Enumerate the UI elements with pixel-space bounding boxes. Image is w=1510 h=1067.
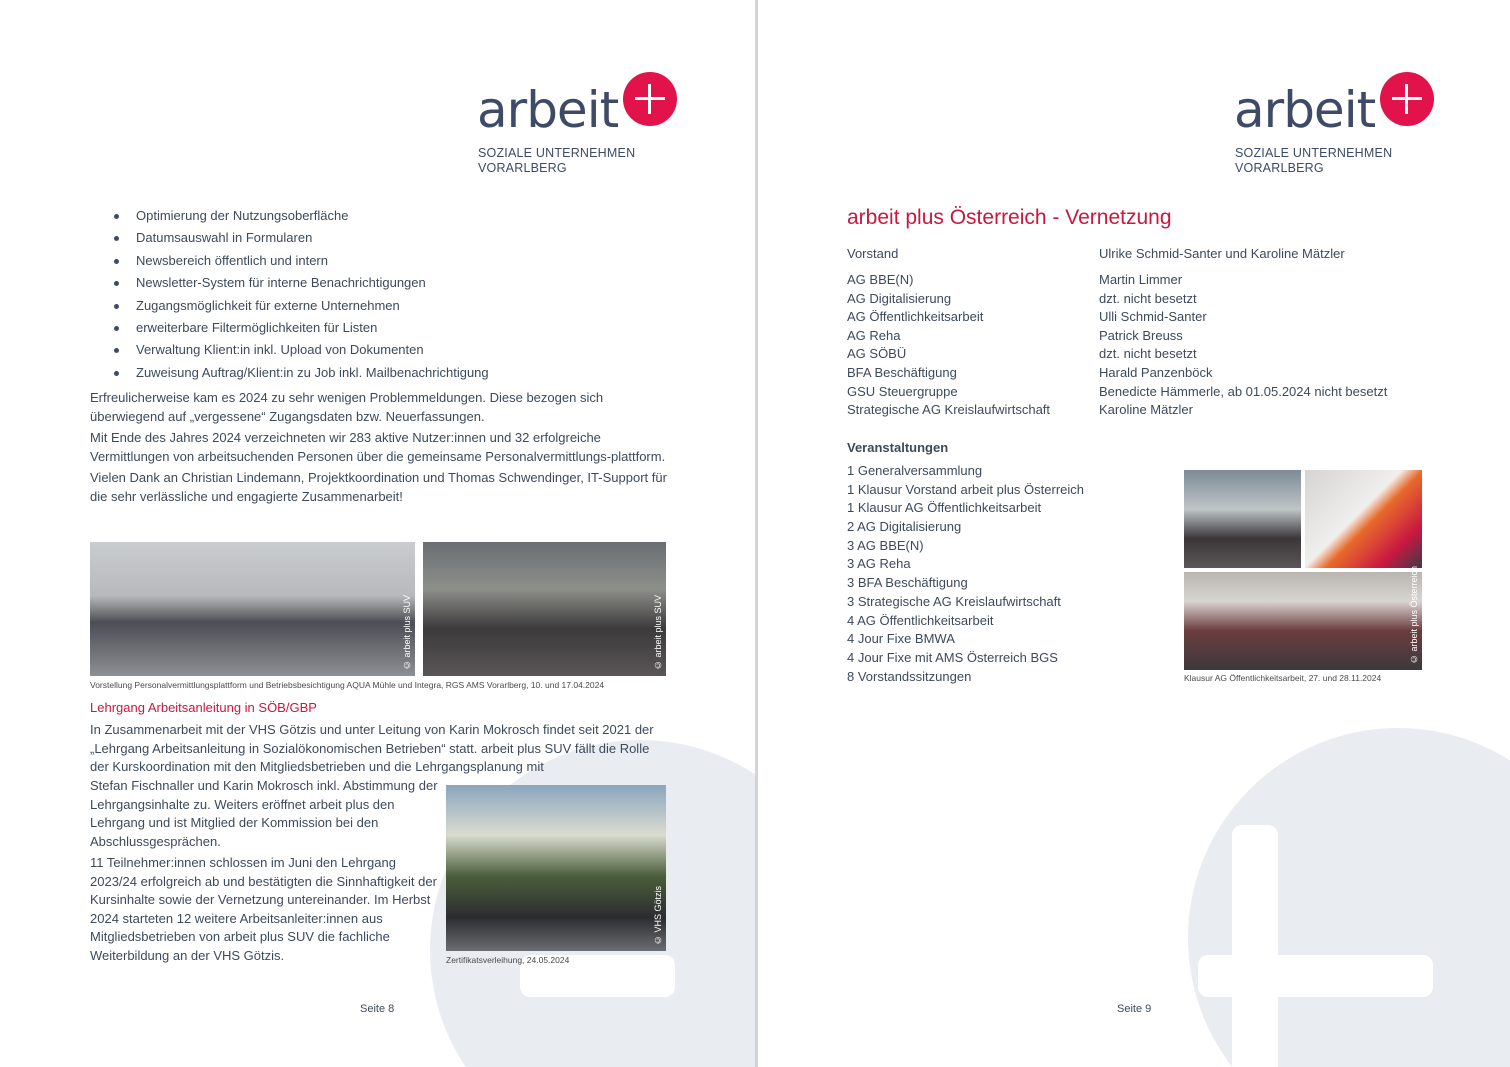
page-9	[758, 0, 1510, 1067]
photo-group-visit	[90, 542, 415, 676]
collage-photo-table	[1305, 470, 1422, 568]
list-item: 1 Generalversammlung	[847, 463, 983, 478]
collage-photo-team	[1184, 572, 1422, 670]
list-item: Newsbereich öffentlich und intern	[112, 252, 489, 274]
row-label: BFA Beschäftigung	[847, 365, 957, 380]
list-item: 3 AG BBE(N)	[847, 537, 924, 553]
paragraph: In Zusammenarbeit mit der VHS Götzis und unter Leitung von Karin Mokrosch findet seit 2021 der „Lehrgang Arbeitsanleitung in Sozialökonomischen Betrieben“ statt. arbeit plus SUV fällt die Rolle der Kurskoordination mit den Mitgliedsbetrieben und die Lehrgangsplanung mit	[90, 722, 654, 774]
photo-company-tour	[423, 542, 666, 676]
photo-collage	[1184, 470, 1422, 670]
row-value: Patrick Breuss	[1099, 327, 1183, 343]
list-item: Zugangsmöglichkeit für externe Unternehmen	[112, 297, 489, 319]
row-value: dzt. nicht besetzt	[1099, 346, 1197, 362]
arbeit-plus-logo	[1234, 72, 1444, 182]
paragraph: Erfreulicherweise kam es 2024 zu sehr wenigen Problemmeldungen. Diese bezogen sich überwiegend auf „vergessene“ Zugangsdaten bzw. Neuerfassungen.	[90, 390, 604, 424]
paragraph: Mit Ende des Jahres 2024 verzeichneten wir 283 aktive Nutzer:innen und 32 erfolgreiche Vermittlungen von arbeitsuchenden Personen über die gemeinsame Personalvermittlungs-plattform.	[90, 430, 666, 464]
logo-line-2: VORARLBERG	[1235, 161, 1324, 175]
row-label: GSU Steuergruppe	[847, 383, 958, 399]
list-item: Zuweisung Auftrag/Klient:in zu Job inkl. Mailbenachrichtigung	[112, 364, 489, 386]
list-item: 3 Strategische AG Kreislaufwirtschaft	[847, 593, 1061, 609]
body-text	[90, 777, 438, 968]
list-item: Optimierung der Nutzungsoberfläche	[112, 207, 489, 229]
events-heading: Veranstaltungen	[847, 440, 949, 455]
body-text	[90, 389, 670, 509]
logo-plus-icon	[623, 72, 677, 126]
row-value: dzt. nicht besetzt	[1099, 290, 1197, 306]
photo-credit: © arbeit plus SUV	[402, 594, 412, 670]
row-label: AG BBE(N)	[847, 272, 914, 287]
row-label: AG Digitalisierung	[847, 290, 952, 306]
row-value: Martin Limmer	[1099, 272, 1183, 287]
watermark-plus	[1232, 825, 1278, 1067]
logo-subtitle	[478, 146, 635, 176]
row-value: Ulrike Schmid-Santer und Karoline Mätzler	[1099, 246, 1345, 261]
list-item: 1 Klausur Vorstand arbeit plus Österreich	[847, 481, 1085, 497]
logo-line-1: SOZIALE UNTERNEHMEN	[1235, 146, 1393, 160]
photo-credit: © VHS Götzis	[653, 885, 663, 945]
list-item: 3 BFA Beschäftigung	[847, 575, 968, 591]
page-number: Seite 8	[360, 1003, 395, 1015]
section-heading: Lehrgang Arbeitsanleitung in SÖB/GBP	[90, 700, 317, 715]
row-label: AG Reha	[847, 327, 901, 343]
paragraph: 11 Teilnehmer:innen schlossen im Juni den Lehrgang 2023/24 erfolgreich ab und bestätigten die Sinnhaftigkeit der Kursinhalte sowie der Vernetzung untereinander. Im Herbst 2024 starteten 12 weitere Arbeitsanleiter:innen aus Mitgliedsbetrieben von arbeit plus SUV die fachliche Weiterbildung an der VHS Götzis.	[90, 855, 437, 963]
row-value: Ulli Schmid-Santer	[1099, 309, 1207, 325]
list-item: Verwaltung Klient:in inkl. Upload von Dokumenten	[112, 341, 489, 363]
row-label: AG SÖBÜ	[847, 346, 907, 362]
events-list	[847, 462, 1084, 686]
list-item: erweiterbare Filtermöglichkeiten für Listen	[112, 319, 489, 341]
arbeit-plus-logo	[477, 72, 687, 182]
list-item: 8 Vorstandssitzungen	[847, 668, 972, 684]
list-item: Newsletter-System für interne Benachrichtigungen	[112, 274, 489, 296]
photo-caption: Zertifikatsverleihung, 24.05.2024	[446, 955, 570, 965]
row-value: Benedicte Hämmerle, ab 01.05.2024 nicht besetzt	[1099, 383, 1388, 399]
list-item: 2 AG Digitalisierung	[847, 519, 962, 535]
list-item: Datumsauswahl in Formularen	[112, 229, 489, 251]
photo-certificate-ceremony	[446, 785, 666, 951]
logo-word: arbeit	[1234, 81, 1376, 139]
row-value: Karoline Mätzler	[1099, 402, 1193, 418]
row-label: Vorstand	[847, 246, 899, 261]
list-item: 4 AG Öffentlichkeitsarbeit	[847, 612, 994, 628]
page-number: Seite 9	[1117, 1003, 1152, 1015]
row-label: Strategische AG Kreislaufwirtschaft	[847, 402, 1051, 418]
photo-credit: © arbeit plus SUV	[653, 594, 663, 670]
list-item: 4 Jour Fixe BMWA	[847, 631, 955, 647]
photo-caption: Vorstellung Personalvermittlungsplattform und Betriebsbesichtigung AQUA Mühle und Integra, RGS AMS Vorarlberg, 10. und 17.04.2024	[90, 680, 605, 690]
logo-line-2: VORARLBERG	[478, 161, 567, 175]
list-item: 4 Jour Fixe mit AMS Österreich BGS	[847, 649, 1058, 665]
row-value: Harald Panzenböck	[1099, 365, 1213, 380]
paragraph: Vielen Dank an Christian Lindemann, Projektkoordination und Thomas Schwendinger, IT-Support für die sehr verlässliche und engagierte Zusammenarbeit!	[90, 470, 667, 504]
body-text	[90, 721, 670, 777]
page-title: arbeit plus Österreich - Vernetzung	[847, 206, 1172, 229]
logo-subtitle	[1235, 146, 1392, 176]
feature-list	[112, 207, 489, 386]
list-item: 1 Klausur AG Öffentlichkeitsarbeit	[847, 500, 1042, 516]
paragraph: Stefan Fischnaller und Karin Mokrosch inkl. Abstimmung der Lehrgangsinhalte zu. Weiters eröffnet arbeit plus den Lehrgang und ist Mitglied der Kommission bei den Abschlussgesprächen.	[90, 778, 438, 849]
row-label: AG Öffentlichkeitsarbeit	[847, 309, 984, 325]
photo-caption: Klausur AG Öffentlichkeitsarbeit, 27. und 28.11.2024	[1184, 673, 1382, 683]
list-item: 3 AG Reha	[847, 556, 911, 572]
collage-photo-group	[1184, 470, 1301, 568]
photo-credit: © arbeit plus Österreich	[1409, 565, 1419, 664]
logo-word: arbeit	[477, 81, 619, 139]
watermark-plus	[1198, 955, 1433, 997]
logo-line-1: SOZIALE UNTERNEHMEN	[478, 146, 636, 160]
logo-plus-icon	[1380, 72, 1434, 126]
